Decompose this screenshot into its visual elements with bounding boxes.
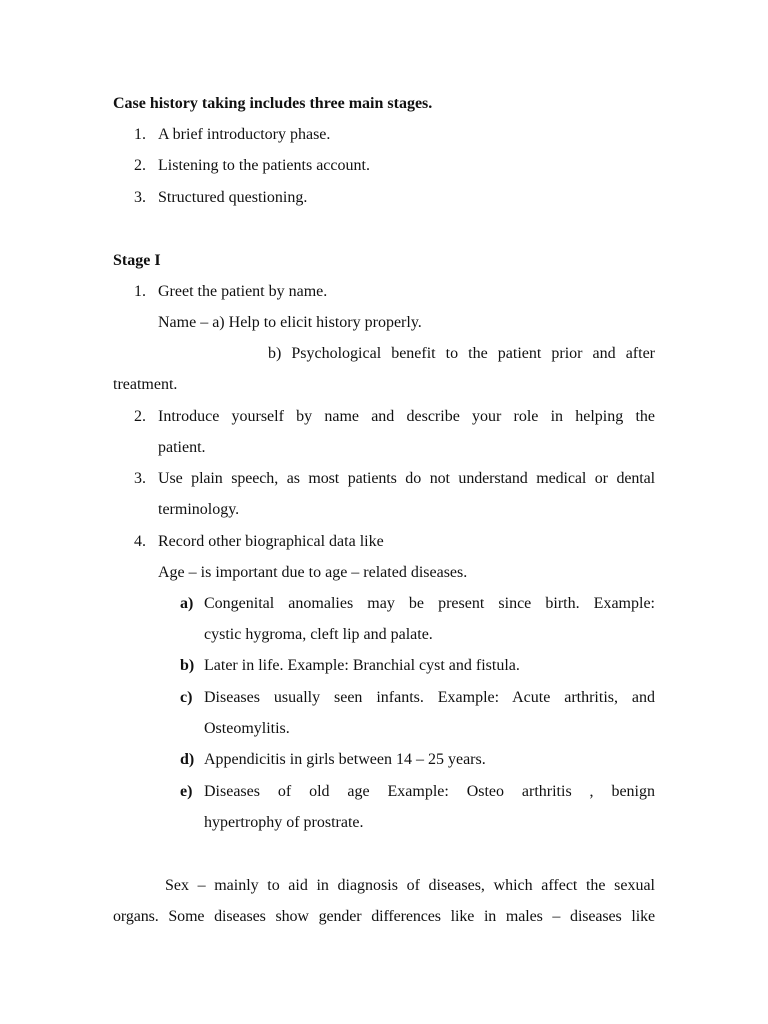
sub-item-letter: d) [180, 751, 195, 768]
stage-item-continuation: patient. [158, 439, 206, 456]
stage-item-number: 1. [134, 283, 146, 300]
age-line: Age – is important due to age – related diseases. [158, 564, 468, 581]
name-sub-b-continuation: treatment. [113, 376, 178, 393]
intro-item-number: 3. [134, 189, 146, 206]
sub-item-text: Diseases of old age Example: Osteo arthritis , benign [204, 783, 655, 800]
stage-item-number: 3. [134, 470, 146, 487]
sub-item-continuation: hypertrophy of prostrate. [204, 814, 364, 831]
sub-item-letter: e) [180, 783, 193, 800]
stage-item-text: Record other biographical data like [158, 533, 384, 550]
name-sub-a: Name – a) Help to elicit history properly. [158, 314, 422, 331]
intro-item-text: A brief introductory phase. [158, 126, 331, 143]
intro-item-text: Listening to the patients account. [158, 157, 370, 174]
sub-item-letter: a) [180, 595, 194, 612]
sex-paragraph-line: Sex – mainly to aid in diagnosis of diseases, which affect the sexual [165, 877, 655, 894]
sub-item-text: Diseases usually seen infants. Example: Acute arthritis, and [204, 689, 655, 706]
sub-item-continuation: Osteomylitis. [204, 720, 290, 737]
intro-item-number: 2. [134, 157, 146, 174]
sub-item-text: Appendicitis in girls between 14 – 25 years. [204, 751, 486, 768]
intro-item-number: 1. [134, 126, 146, 143]
sub-item-letter: b) [180, 657, 195, 674]
sub-item-continuation: cystic hygroma, cleft lip and palate. [204, 626, 433, 643]
sub-item-text: Congenital anomalies may be present since birth. Example: [204, 595, 655, 612]
intro-item-text: Structured questioning. [158, 189, 308, 206]
stage-item-continuation: terminology. [158, 501, 240, 518]
name-sub-b: b) Psychological benefit to the patient prior and after [268, 345, 655, 362]
stage-item-number: 4. [134, 533, 146, 550]
stage-item-number: 2. [134, 408, 146, 425]
sub-item-text: Later in life. Example: Branchial cyst and fistula. [204, 657, 520, 674]
stage-item-text: Use plain speech, as most patients do not understand medical or dental [158, 470, 655, 487]
stage-heading: Stage I [113, 252, 161, 269]
sex-paragraph-line: organs. Some diseases show gender differences like in males – diseases like [113, 908, 655, 925]
stage-item-text: Introduce yourself by name and describe your role in helping the [158, 408, 655, 425]
sub-item-letter: c) [180, 689, 193, 706]
stage-item-text: Greet the patient by name. [158, 283, 328, 300]
intro-heading: Case history taking includes three main stages. [113, 95, 433, 112]
